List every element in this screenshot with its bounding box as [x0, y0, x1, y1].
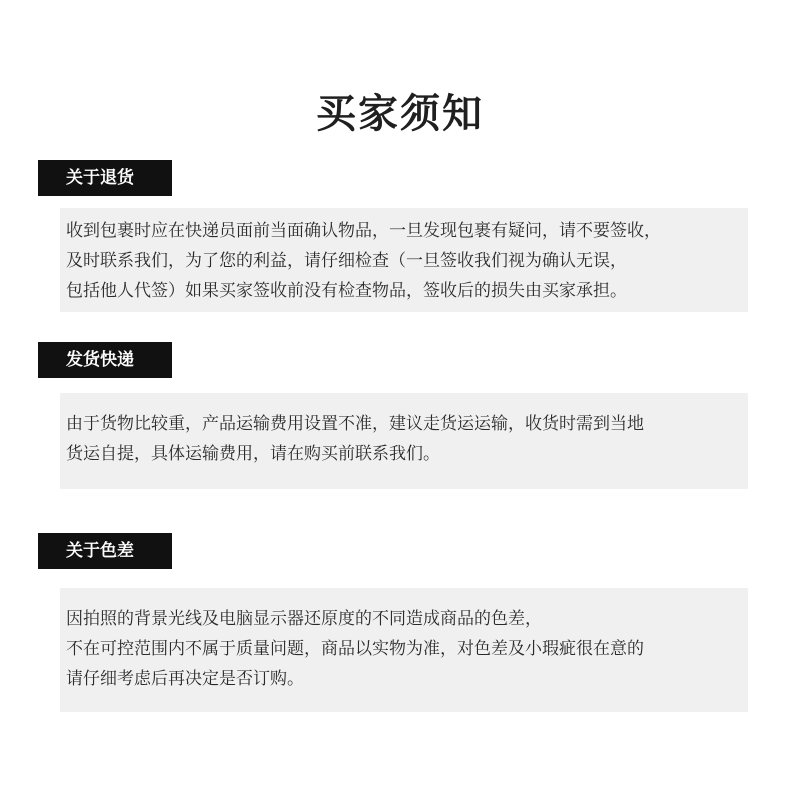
- section-text-line: 请仔细考虑后再决定是否订购。: [66, 669, 304, 689]
- section-label-returns: 关于退货: [38, 160, 172, 196]
- page-title: 买家须知: [316, 91, 484, 137]
- section-label-color-difference: 关于色差: [38, 533, 172, 569]
- section-text-line: 货运自提，具体运输费用，请在购买前联系我们。: [66, 444, 440, 464]
- section-text-line: 包括他人代签）如果买家签收前没有检查物品，签收后的损失由买家承担。: [66, 281, 627, 301]
- section-text-line: 由于货物比较重，产品运输费用设置不准，建议走货运运输，收货时需到当地: [66, 414, 644, 434]
- section-body-returns: [60, 208, 748, 312]
- section-text-line: 及时联系我们，为了您的利益，请仔细检查（一旦签收我们视为确认无误，: [66, 251, 627, 271]
- section-body-color-difference: [60, 588, 748, 712]
- section-body-shipping: [60, 393, 748, 489]
- section-label-shipping: 发货快递: [38, 342, 172, 378]
- section-text-line: 收到包裹时应在快递员面前当面确认物品，一旦发现包裹有疑问，请不要签收，: [66, 221, 661, 241]
- section-text-line: 因拍照的背景光线及电脑显示器还原度的不同造成商品的色差，: [66, 609, 542, 629]
- section-text-line: 不在可控范围内不属于质量问题，商品以实物为准，对色差及小瑕疵很在意的: [66, 639, 644, 659]
